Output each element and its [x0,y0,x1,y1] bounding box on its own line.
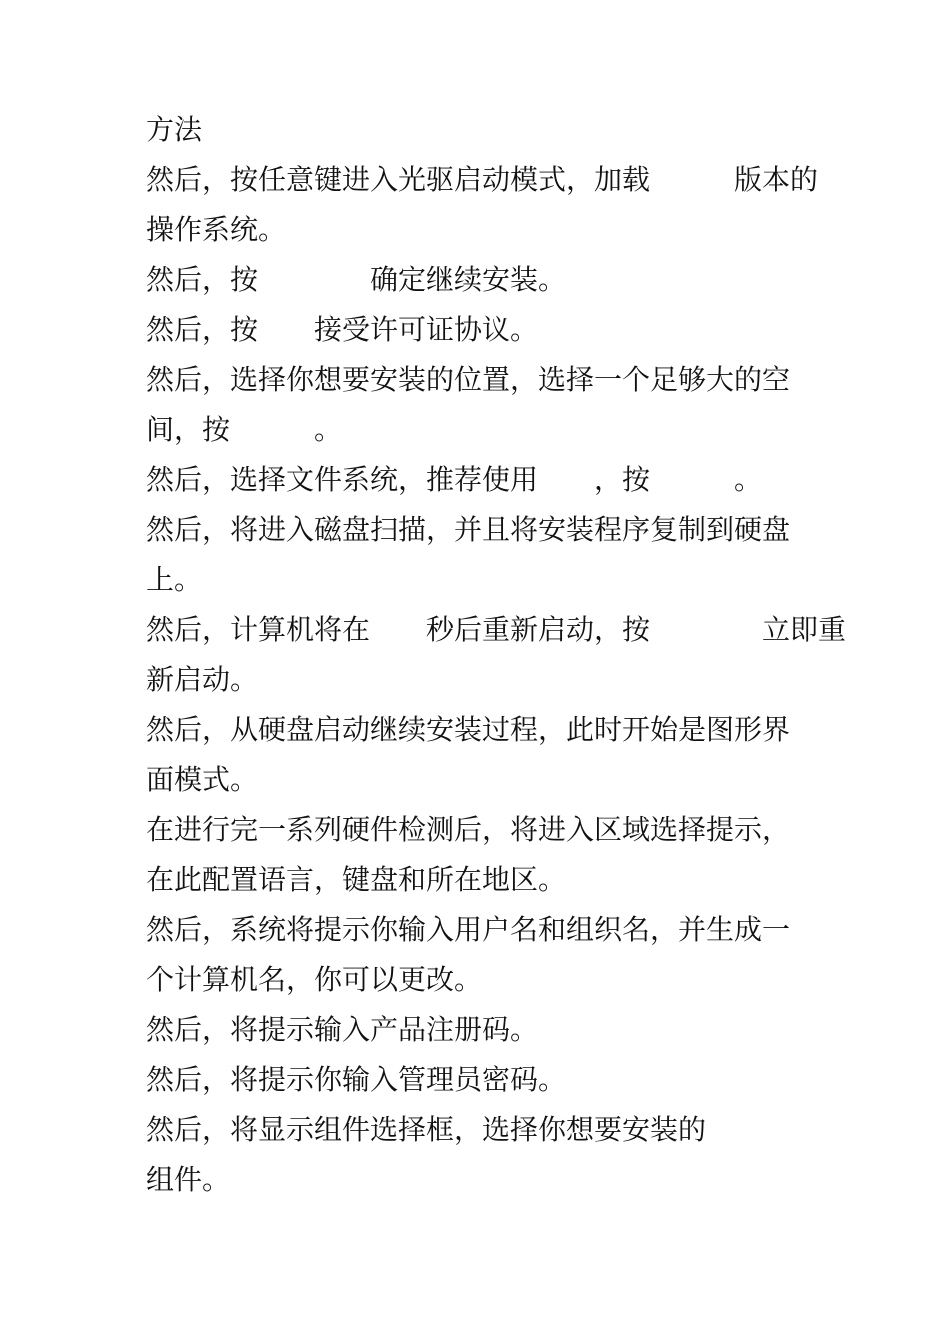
text-line: 然后，按 接受许可证协议。 [146,313,539,346]
text-line: 然后，系统将提示你输入用户名和组织名，并生成一 [146,913,791,946]
text-line: 个计算机名，你可以更改。 [146,963,483,996]
text-line: 新启动。 [146,663,259,696]
text-line: 然后，选择你想要安装的位置，选择一个足够大的空 [146,363,791,396]
text-line: 上。 [146,563,203,596]
section-heading: 方法 [146,113,203,146]
text-line: 然后，选择文件系统，推荐使用 ，按 。 [146,463,763,496]
text-line: 然后，将提示输入产品注册码。 [146,1013,539,1046]
text-line: 然后，计算机将在 秒后重新启动，按 立即重 [146,613,847,646]
text-line: 然后，从硬盘启动继续安装过程，此时开始是图形界 [146,713,791,746]
text-line: 然后，按 确定继续安装。 [146,263,567,296]
text-line: 操作系统。 [146,213,287,246]
text-line: 面模式。 [146,763,259,796]
text-line: 组件。 [146,1163,231,1196]
text-line: 在进行完一系列硬件检测后，将进入区域选择提示， [146,813,791,846]
text-line: 在此配置语言，键盘和所在地区。 [146,863,567,896]
text-line: 然后，将进入磁盘扫描，并且将安装程序复制到硬盘 [146,513,791,546]
text-line: 间，按 。 [146,413,343,446]
text-line: 然后，将显示组件选择框，选择你想要安装的 [146,1113,707,1146]
text-line: 然后，将提示你输入管理员密码。 [146,1063,567,1096]
text-line: 然后，按任意键进入光驱启动模式，加载 版本的 [146,163,819,196]
